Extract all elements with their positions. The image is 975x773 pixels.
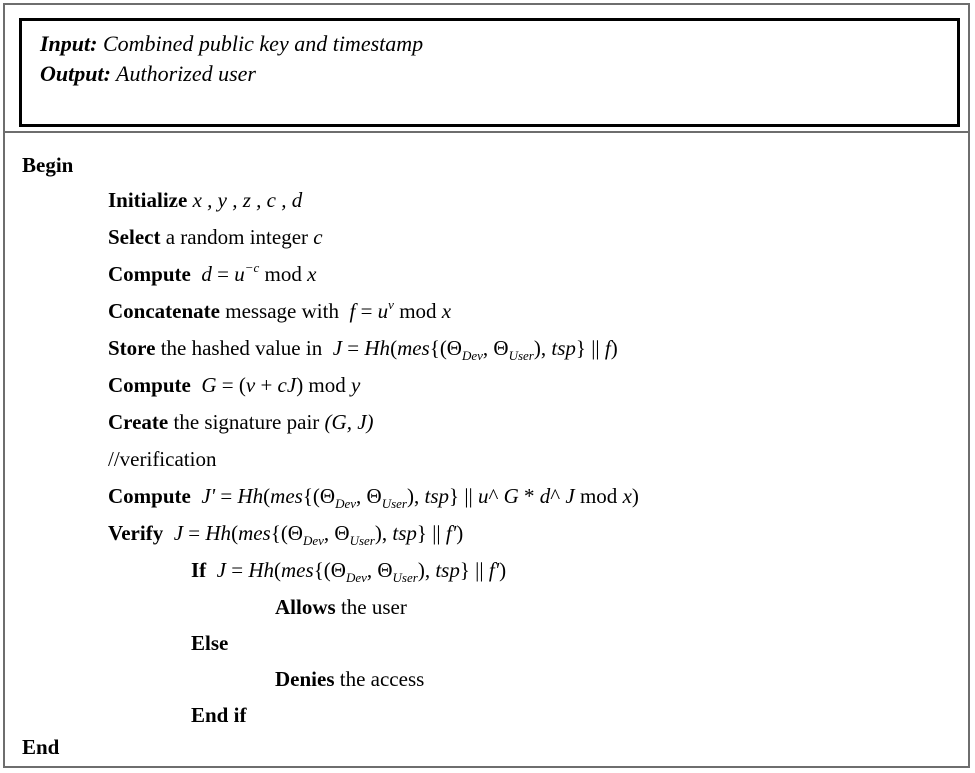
output-label: Output:: [40, 61, 111, 86]
output-text: Authorized user: [116, 61, 256, 86]
concatenate-formula: $f = u^v$ mod x: [349, 297, 452, 323]
concatenate-keyword: Concatenate: [108, 299, 220, 323]
compute-keyword: Compute: [108, 262, 191, 286]
compute-g-formula: G = (v + cJ) mod y: [201, 373, 361, 397]
else-line: Else: [191, 631, 229, 655]
endif-line: End if: [191, 703, 247, 727]
begin-line: Begin: [22, 153, 74, 177]
store-text: the hashed value in: [160, 336, 323, 360]
output-line: [40, 59, 957, 89]
compute-g-line: [108, 371, 360, 399]
verify-keyword: Verify: [108, 521, 164, 545]
compute-keyword: Compute: [108, 484, 191, 508]
verification-comment: //verification: [108, 447, 217, 471]
select-line: [108, 223, 323, 251]
initialize-vars: x , y , z , c , d: [192, 188, 303, 212]
compute-jprime-line: [108, 482, 639, 510]
create-line: [108, 408, 374, 436]
io-header-box: [19, 18, 960, 127]
input-line: [40, 29, 957, 59]
store-formula: $J = Hh(mes\{(\Theta_{Dev}$, $\Theta_{User}$), tsp} || f): [332, 336, 618, 363]
store-keyword: Store: [108, 336, 156, 360]
store-line: [108, 334, 618, 362]
algorithm-frame: [3, 3, 970, 768]
select-var: c: [313, 225, 323, 249]
concatenate-line: [108, 297, 451, 325]
section-divider: [5, 131, 968, 133]
select-text: a random integer: [165, 225, 309, 249]
if-keyword: If: [191, 558, 207, 582]
create-text: the signature pair: [173, 410, 320, 434]
create-keyword: Create: [108, 410, 169, 434]
initialize-line: [108, 186, 302, 214]
initialize-keyword: Initialize: [108, 188, 188, 212]
if-formula: $J = Hh(mes\{(\Theta_{Dev}$, $\Theta_{User}$), tsp} || f'): [216, 558, 507, 585]
if-line: [191, 556, 506, 584]
verify-line: [108, 519, 463, 547]
select-keyword: Select: [108, 225, 161, 249]
compute-jprime-formula: $J' = Hh(mes\{(\Theta_{Dev}$, $\Theta_{User}$), tsp} || u^ G * d^ J mod x): [201, 484, 639, 511]
end-line: End: [22, 735, 60, 759]
denies-line: [275, 665, 424, 693]
denies-keyword: Denies: [275, 667, 335, 691]
allows-line: [275, 593, 407, 621]
compute-keyword: Compute: [108, 373, 191, 397]
denies-text: the access: [339, 667, 425, 691]
verify-formula: $J = Hh(mes\{(\Theta_{Dev}$, $\Theta_{User}$), tsp} || f'): [173, 521, 464, 548]
concatenate-text: message with: [225, 299, 339, 323]
allows-text: the user: [340, 595, 407, 619]
allows-keyword: Allows: [275, 595, 336, 619]
input-label: Input:: [40, 31, 98, 56]
compute-d-formula: $d = u^{-c}$ mod x: [201, 260, 317, 286]
input-text: Combined public key and timestamp: [102, 31, 424, 56]
compute-d-line: [108, 260, 316, 288]
signature-pair: (G, J): [324, 410, 374, 434]
